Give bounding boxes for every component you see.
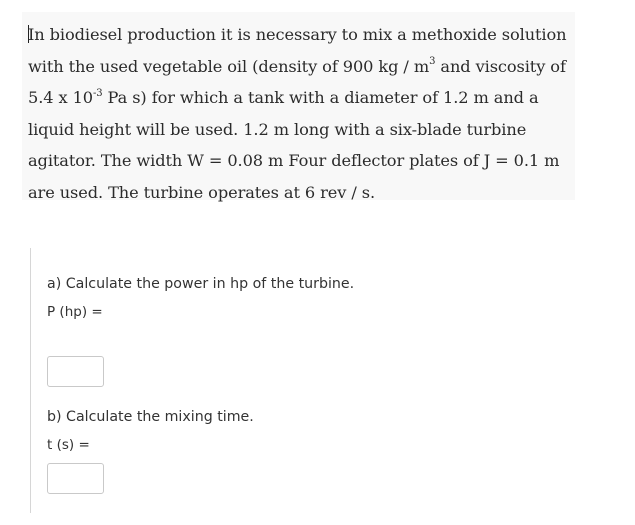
question-a-title: a) Calculate the power in hp of the turbine. bbox=[47, 276, 355, 292]
power-hp-input[interactable] bbox=[47, 356, 104, 387]
mixing-time-input[interactable] bbox=[47, 463, 104, 494]
question-a-label: P (hp) = bbox=[47, 304, 103, 320]
question-b-title: b) Calculate the mixing time. bbox=[47, 409, 254, 425]
superscript-exponent: -3 bbox=[92, 87, 103, 99]
problem-text-part-3: Pa s) for which a tank with a diameter of 1.2 m and a liquid height will be used. 1.2 m long with a six-blade turbine agitator. The width W = 0.08 m Four deflector plates of J = 0.1 m are used. The turbine operates at 6 rev / s. bbox=[28, 88, 560, 202]
question-panel bbox=[30, 248, 621, 513]
problem-text bbox=[28, 19, 576, 209]
superscript-cubed: 3 bbox=[429, 56, 436, 68]
question-b-label: t (s) = bbox=[47, 437, 90, 453]
problem-text-part-2: and viscosity of 5.4 x 10 bbox=[28, 56, 566, 108]
problem-statement bbox=[22, 12, 575, 200]
problem-text-part-1: In biodiesel production it is necessary to mix a methoxide solution with the used vegetable oil (density of 900 kg / m bbox=[28, 25, 567, 76]
